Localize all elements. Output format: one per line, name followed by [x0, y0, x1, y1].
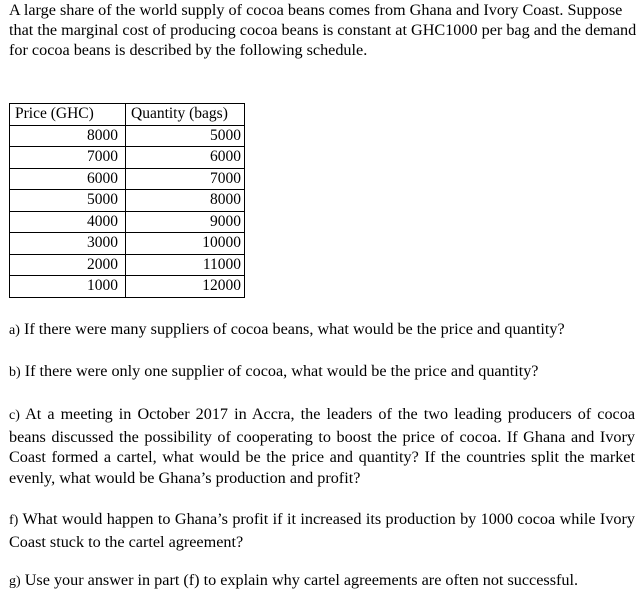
- price-cell: 7000: [10, 147, 126, 169]
- table-row: [10, 233, 245, 255]
- question-f: [9, 509, 635, 552]
- table-row: [10, 147, 245, 169]
- price-cell: 4000: [10, 211, 126, 233]
- question-a: [9, 319, 635, 342]
- question-b: [9, 361, 635, 384]
- quantity-cell: 10000: [126, 233, 245, 255]
- question-text: If there were many suppliers of cocoa beans, what would be the price and quantity?: [23, 320, 565, 338]
- quantity-cell: 6000: [126, 147, 245, 169]
- question-c: [9, 404, 635, 488]
- question-text: Use your answer in part (f) to explain why cartel agreements are often not successful.: [24, 571, 579, 589]
- question-label: a): [9, 323, 20, 338]
- price-cell: 5000: [10, 190, 126, 212]
- demand-schedule-table: [9, 103, 245, 298]
- table-row: [10, 276, 245, 298]
- question-text: At a meeting in October 2017 in Accra, the leaders of the two leading producers of cocoa beans discussed the possibility of cooperating to boost the price of cocoa. If Ghana and Ivory Coast formed a cartel, what would be the price and quantity? If the countries split the market evenly, what would be Ghana’s production and profit?: [9, 405, 635, 487]
- table-row: [10, 190, 245, 212]
- question-label: g): [9, 574, 21, 589]
- quantity-cell: 7000: [126, 168, 245, 190]
- quantity-cell: 11000: [126, 254, 245, 276]
- price-cell: 3000: [10, 233, 126, 255]
- question-label: b): [9, 365, 21, 380]
- column-header-price: Price (GHC): [10, 104, 126, 126]
- question-g: [9, 570, 635, 593]
- price-cell: 2000: [10, 254, 126, 276]
- quantity-cell: 9000: [126, 211, 245, 233]
- question-text: What would happen to Ghana’s profit if it increased its production by 1000 cocoa while Ivory Coast stuck to the cartel agreement?: [9, 510, 635, 551]
- quantity-cell: 5000: [126, 125, 245, 147]
- price-cell: 6000: [10, 168, 126, 190]
- question-label: f): [9, 513, 19, 528]
- column-header-quantity: Quantity (bags): [126, 104, 245, 126]
- intro-paragraph: A large share of the world supply of cocoa beans comes from Ghana and Ivory Coast. Suppose that the marginal cost of producing cocoa beans is constant at GHC1000 per bag and the demand for cocoa beans is described by the following schedule.: [9, 1, 637, 59]
- quantity-cell: 12000: [126, 276, 245, 298]
- table-row: [10, 254, 245, 276]
- table-row: [10, 125, 245, 147]
- price-cell: 1000: [10, 276, 126, 298]
- price-cell: 8000: [10, 125, 126, 147]
- table-row: [10, 211, 245, 233]
- quantity-cell: 8000: [126, 190, 245, 212]
- question-label: c): [9, 408, 20, 423]
- table-header-row: [10, 104, 245, 126]
- question-text: If there were only one supplier of cocoa, what would be the price and quantity?: [24, 362, 539, 380]
- table-row: [10, 168, 245, 190]
